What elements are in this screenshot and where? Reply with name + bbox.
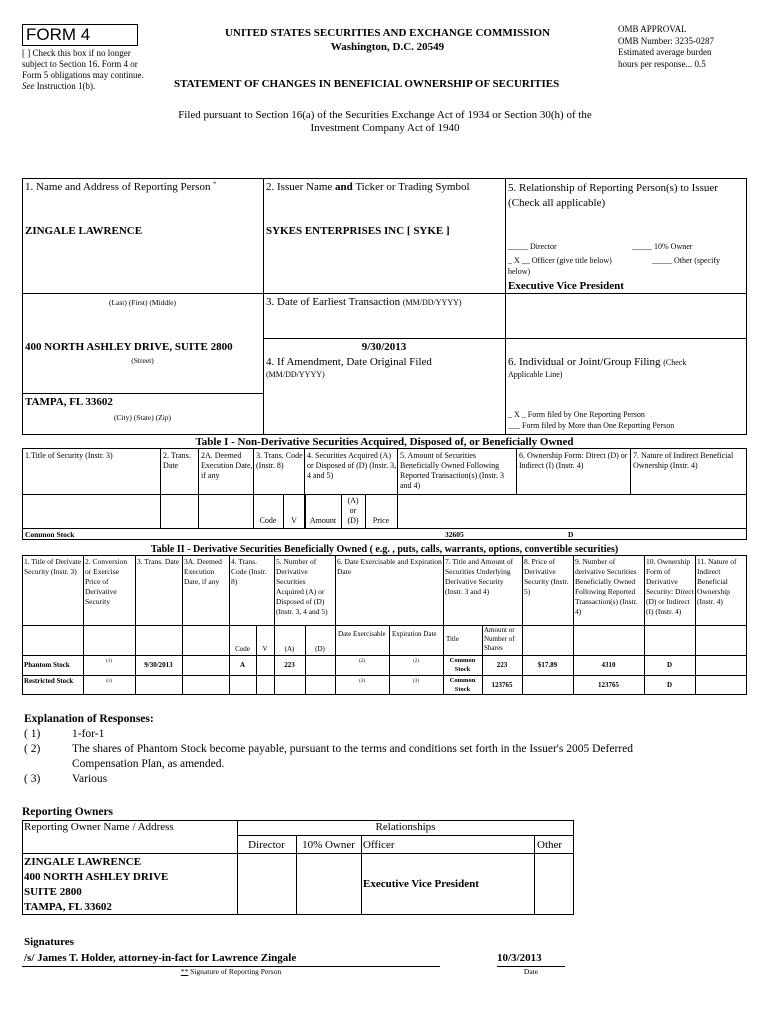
owners-col-ten: 10% Owner — [302, 839, 355, 851]
t1-col-code: 3. Trans. Code (Instr. 8) — [256, 451, 303, 470]
filed-pursuant-line2: Investment Company Act of 1940 — [310, 122, 460, 134]
box3-label-text: 3. Date of Earliest Transaction — [266, 296, 401, 308]
box1-label-mark: * — [213, 181, 217, 188]
explanation-num-1: ( 1) — [24, 728, 41, 740]
table1-title: Table I - Non-Derivative Securities Acquired, Disposed of, or Beneficially Owned — [195, 436, 574, 448]
t1-sub-aord: (A) or (D) — [347, 496, 359, 525]
t2-row1-title: Phantom Stock — [24, 661, 70, 669]
owners-col-other: Other — [537, 839, 563, 851]
check-box-see: See — [22, 81, 35, 91]
t2-row1-conv: (1) — [106, 659, 112, 664]
signatures-title: Signatures — [24, 936, 74, 948]
date-caption: Date — [523, 967, 539, 976]
box3-label — [266, 296, 462, 308]
ten-pct-option: _____ 10% Owner — [632, 242, 693, 251]
t2-row2-exer: (3) — [359, 679, 365, 684]
t1-col-owned: 5. Amount of Securities Beneficially Owned Following Reported Transaction(s) (Instr. 3 and 4) — [400, 451, 504, 490]
t2-col-price: 8. Price of Derivative Security (Instr. 5) — [524, 557, 569, 596]
t2-row2-u-amount: 123765 — [491, 681, 513, 689]
box2-label-a: 2. Issuer Name — [266, 181, 336, 193]
explanation-text-3: Various — [72, 773, 108, 785]
t2-col-form: 10. Ownership Form of Derivative Security: Direct (D) or Indirect (I) (Instr. 4) — [646, 557, 694, 616]
reporting-person-city: TAMPA, FL 33602 — [25, 396, 113, 408]
check-box-instruction: Instruction 1(b). — [34, 81, 96, 91]
t1-sub-code: Code — [259, 516, 277, 525]
t1-sub-amount: Amount — [309, 516, 337, 525]
owner-address — [24, 855, 168, 915]
below-text: below) — [508, 267, 531, 276]
explanation-text-1: 1-for-1 — [72, 728, 105, 740]
box6-label2: Applicable Line) — [508, 370, 563, 379]
t2-sub-a: (A) — [284, 645, 295, 653]
one-person-option: _ X _ Form filed by One Reporting Person — [508, 410, 645, 419]
omb-burden: Estimated average burden — [618, 47, 712, 57]
owner-address-line1: ZINGALE LAWRENCE — [24, 856, 142, 868]
form-title: FORM 4 — [22, 24, 138, 46]
signature-mark: ** — [180, 967, 189, 976]
owner-address-line4: TAMPA, FL 33602 — [24, 901, 112, 913]
t2-row2-form: D — [666, 681, 673, 689]
box5-label — [508, 181, 718, 211]
t2-row1-price: $17.89 — [537, 661, 558, 669]
box3-label-small: (MM/DD/YYYY) — [402, 298, 462, 307]
t1-row-form: D — [568, 530, 574, 539]
box6-label-small: (Check — [663, 358, 687, 367]
t1-col-form: 6. Ownership Form: Direct (D) or Indirect (I) (Instr. 4) — [519, 451, 628, 470]
t1-sub-v: V — [291, 516, 297, 525]
t2-row1-u-title: Common Stock — [449, 657, 476, 673]
more-persons-option: ___ Form filed by More than One Reporting Person — [508, 421, 675, 430]
t2-row1-owned: 4310 — [601, 661, 616, 669]
t2-row1-u-amount: 223 — [496, 661, 508, 669]
box6-label — [508, 356, 686, 368]
t1-sub-price: Price — [372, 516, 390, 525]
t1-col-acquired: 4. Securities Acquired (A) or Disposed of (D) (Instr. 3, 4 and 5) — [307, 451, 397, 480]
t2-row1-a: 223 — [284, 661, 295, 669]
t2-sub-amount: Amount or Number of Shares — [484, 626, 515, 652]
explanation-title: Explanation of Responses: — [24, 713, 154, 725]
t2-row1-form: D — [666, 661, 673, 669]
explanation-num-2: ( 2) — [24, 743, 41, 755]
owners-col-name: Reporting Owner Name / Address — [24, 821, 174, 833]
owners-col-officer: Officer — [363, 839, 395, 851]
reporting-person-name: ZINGALE LAWRENCE — [25, 225, 143, 237]
t2-row2-owned: 123765 — [598, 681, 619, 689]
filed-pursuant-line1: Filed pursuant to Section 16(a) of the Securities Exchange Act of 1934 or Section 30(h) of the — [178, 109, 592, 121]
box5-label-text: 5. Relationship of Reporting Person(s) to Issuer — [508, 182, 718, 194]
t2-col-nature: 11. Nature of Indirect Beneficial Ownership (Instr. 4) — [697, 557, 737, 606]
owner-address-line3: SUITE 2800 — [24, 886, 82, 898]
t1-row-owned: 32605 — [445, 530, 464, 539]
owners-col-director: Director — [248, 839, 285, 851]
agency-title: UNITED STATES SECURITIES AND EXCHANGE COMMISSION — [224, 27, 551, 39]
check-box-text: [ ] Check this box if no longer subject to Section 16. Form 4 or Form 5 obligations may continue. — [22, 48, 144, 80]
t2-sub-title: Title — [446, 635, 459, 643]
t2-col-title: 1. Title of Derivate Security (Instr. 3) — [24, 557, 82, 576]
t2-col-underlying: 7. Title and Amount of Securities Underlying Derivative Security (Instr. 3 and 4) — [445, 557, 514, 596]
t2-row1-exer: (2) — [359, 659, 365, 664]
t1-col-title: 1.Title of Security (Instr. 3) — [25, 451, 113, 460]
statement-title: STATEMENT OF CHANGES IN BENEFICIAL OWNERSHIP OF SECURITIES — [174, 78, 560, 90]
explanation-text-2: The shares of Phantom Stock become payable, pursuant to the terms and conditions set forth in the Issuer's 2005 Deferred — [72, 743, 633, 755]
table2-title: Table II - Derivative Securities Beneficially Owned ( e.g. , puts, calls, warrants, options, convertible securities) — [150, 544, 619, 555]
box1-label — [25, 181, 216, 193]
t2-col-deemed: 3A. Deemed Execution Date, if any — [184, 557, 222, 586]
box6-label-text: 6. Individual or Joint/Group Filing — [508, 356, 661, 368]
omb-number: OMB Number: 3235-0287 — [618, 35, 714, 46]
t2-sub-v: V — [262, 645, 268, 653]
signature-caption-text: Signature of Reporting Person — [190, 967, 282, 976]
t2-row2-title: Restricted Stock — [24, 677, 74, 685]
other-option: _____ Other (specify — [652, 256, 720, 265]
t1-col-deemed: 2A. Deemed Execution Date, if any — [201, 451, 253, 480]
signature-date: 10/3/2013 — [497, 952, 542, 964]
signature-caption — [22, 967, 440, 977]
t2-col-code: 4. Trans. Code (Instr. 8) — [231, 557, 267, 586]
t2-row1-date: 9/30/2013 — [144, 661, 173, 669]
t1-row-title: Common Stock — [25, 530, 75, 539]
explanation-text-2b: Compensation Plan, as amended. — [72, 758, 225, 770]
t2-row2-conv: (1) — [106, 679, 112, 684]
t2-col-date: 3. Trans. Date — [137, 557, 180, 566]
t2-row2-exp: (3) — [413, 679, 419, 684]
street-caption: (Street) — [131, 356, 154, 365]
omb-approval: OMB APPROVAL — [618, 24, 687, 34]
t2-col-number: 5. Number of Derivative Securities Acquired (A) or Disposed of (D) (Instr. 3, 4 and 5) — [276, 557, 328, 616]
box2-label-b: Ticker or Trading Symbol — [352, 181, 470, 193]
box1-label-text: 1. Name and Address of Reporting Person — [25, 181, 211, 193]
omb-box — [618, 24, 714, 70]
officer-title: Executive Vice President — [508, 280, 624, 292]
box4-label-small: (MM/DD/YYYY) — [266, 370, 325, 379]
t2-row2-u-title: Common Stock — [449, 677, 476, 693]
omb-hours: hours per response... 0.5 — [618, 58, 706, 69]
t2-sub-d: (D) — [315, 645, 325, 653]
owner-address-line2: 400 NORTH ASHLEY DRIVE — [24, 871, 169, 883]
t2-col-conversion: 2. Conversion or Exercise Price of Derivative Security — [85, 557, 128, 606]
explanation-num-3: ( 3) — [24, 773, 41, 785]
t2-col-owned: 9. Number of derivative Securities Beneficially Owned Following Reported Transaction(s) (Instr. 4) — [575, 557, 638, 616]
t2-row1-exp: (2) — [413, 659, 419, 664]
box5-label-text2: (Check all applicable) — [508, 197, 606, 209]
t2-col-exercisable: 6. Date Exercisable and Expiration Date — [337, 557, 442, 576]
t2-sub-code: Code — [235, 645, 250, 653]
box4-label: 4. If Amendment, Date Original Filed — [266, 356, 432, 368]
check-box-notice — [22, 48, 152, 92]
owner-officer-title: Executive Vice President — [363, 878, 479, 890]
name-caption: (Last) (First) (Middle) — [108, 298, 177, 307]
signature-text: /s/ James T. Holder, attorney-in-fact for Lawrence Zingale — [24, 952, 297, 964]
owners-col-rel: Relationships — [375, 821, 436, 833]
t2-sub-expiration: Expiration Date — [392, 630, 437, 638]
box2-label — [266, 181, 470, 193]
officer-option: _ X __ Officer (give title below) — [508, 256, 612, 265]
box2-label-and: and — [335, 181, 353, 193]
t2-sub-exercisable: Date Exercisable — [338, 630, 386, 638]
t2-row1-code: A — [239, 661, 246, 669]
issuer-name: SYKES ENTERPRISES INC [ SYKE ] — [266, 225, 450, 237]
director-option: _____ Director — [508, 242, 557, 251]
reporting-person-street: 400 NORTH ASHLEY DRIVE, SUITE 2800 — [25, 341, 233, 353]
owners-title: Reporting Owners — [22, 806, 114, 818]
earliest-transaction-date: 9/30/2013 — [361, 341, 407, 353]
agency-location: Washington, D.C. 20549 — [330, 41, 445, 53]
t1-col-nature: 7. Nature of Indirect Beneficial Ownership (Instr. 4) — [633, 451, 734, 470]
filed-pursuant — [100, 109, 670, 135]
t1-col-date: 2. Trans. Date — [163, 451, 191, 470]
city-caption: (City) (State) (Zip) — [113, 413, 172, 422]
